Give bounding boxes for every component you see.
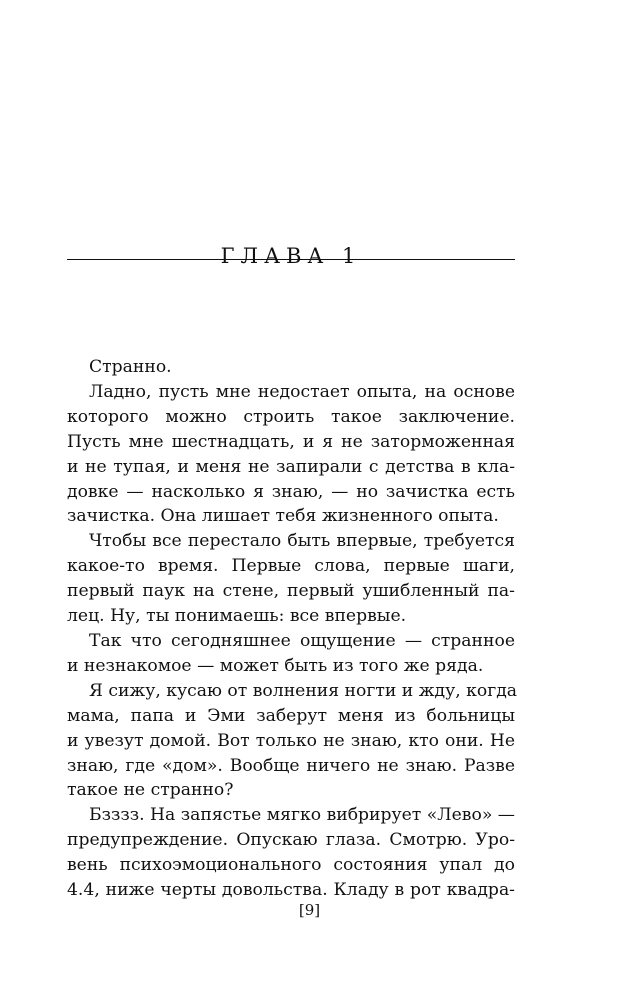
text-line: и незнакомое — может быть из того же ряда. [67, 655, 484, 676]
text-line: Чтобы все перестало быть впервые, требуется [89, 531, 515, 552]
chapter-heading [67, 244, 515, 268]
chapter-title: ГЛАВА 1 [220, 244, 362, 268]
paragraph [67, 803, 515, 903]
text-line: лец. Ну, ты понимаешь: все впервые. [67, 606, 407, 627]
text-line: предупреждение. Опускаю глаза. Смотрю. Уро- [67, 830, 515, 851]
text-line: и не тупая, и меня не запирали с детства в кла- [67, 456, 515, 477]
text-line: вень психоэмоционального состояния упал до [67, 855, 515, 876]
text-line: такое не странно? [67, 780, 234, 801]
paragraph [67, 679, 518, 804]
paragraph [67, 380, 515, 529]
text-line: Так что сегодняшнее ощущение — странное [89, 630, 515, 651]
text-line: мама, папа и Эми заберут меня из больницы [67, 705, 515, 726]
text-line: знаю, где «дом». Вообще ничего не знаю. Разве [67, 755, 515, 776]
page-number: [9] [298, 901, 321, 919]
chapter-body [67, 355, 518, 903]
paragraph [67, 629, 515, 679]
paragraph [67, 529, 515, 629]
text-line: Странно. [89, 357, 172, 377]
text-line: Бзззз. На запястье мягко вибрирует «Лево» — [89, 805, 515, 826]
text-line: довке — насколько я знаю, — но зачистка есть [67, 481, 515, 502]
text-line: какое-то время. Первые слова, первые шаги, [67, 556, 515, 577]
text-line: Ладно, пусть мне недостает опыта, на основе [89, 381, 515, 402]
text-line: Пусть мне шестнадцать, и я не заторможенная [67, 431, 515, 452]
paragraph [67, 355, 515, 380]
text-line: 4.4, ниже черты довольства. Кладу в рот квадра- [67, 880, 515, 901]
text-line: Я сижу, кусаю от волнения ногти и жду, когда [89, 680, 518, 701]
text-line: первый паук на стене, первый ушибленный па- [67, 581, 515, 602]
text-line: зачистка. Она лишает тебя жизненного опыта. [67, 506, 499, 527]
text-line: которого можно строить такое заключение. [67, 406, 515, 427]
text-line: и увезут домой. Вот только не знаю, кто они. Не [67, 730, 515, 751]
